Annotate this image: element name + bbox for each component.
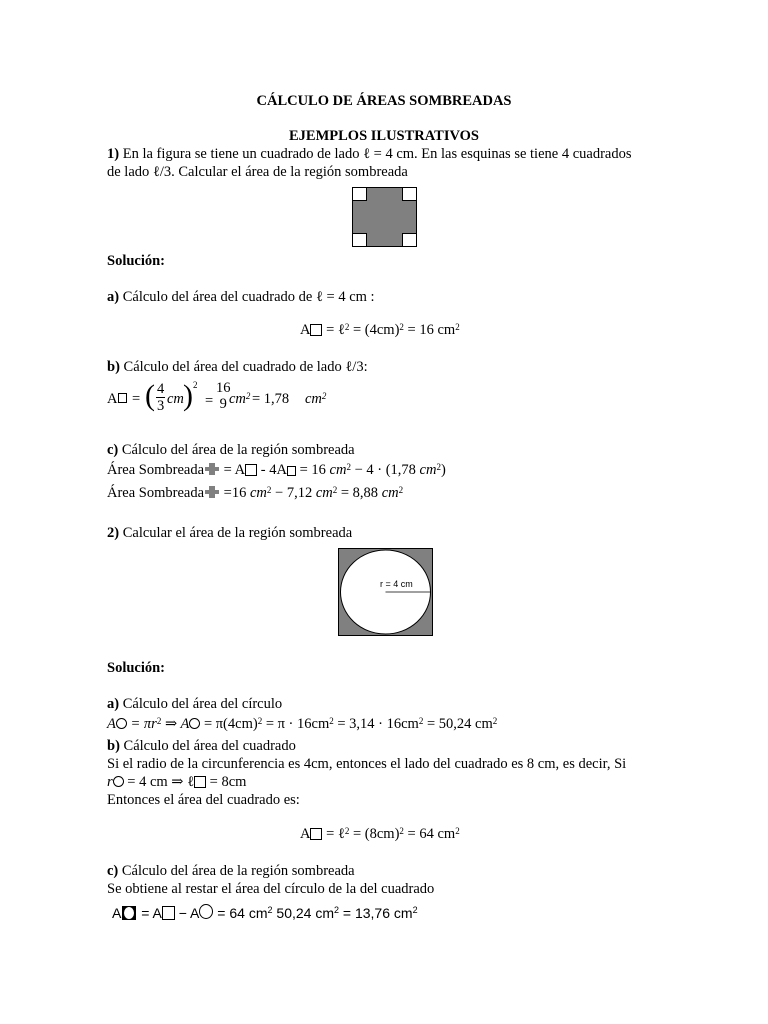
square-symbol-icon [162,906,175,920]
ex2-c-statement [107,862,355,880]
eq-part: = (4cm) [349,322,400,338]
ex2-b-equation [300,825,460,843]
ex2-number: 2) [107,525,120,541]
text: r [107,774,113,790]
unit-cm: $cm^2$ [229,391,251,407]
shaded-cross-icon [204,462,220,476]
text: = 3,14 · 16cm [333,716,419,732]
ex1-b-statement [107,358,368,376]
eq-a-label: A [300,826,311,842]
unit-cm: cm [329,462,347,478]
exponent: 2 [156,716,162,726]
ex2-solucion-heading: Solución: [107,660,166,676]
frac-num: 16 [216,380,231,396]
text: = 64 cm [213,905,268,921]
paren-right: ) [183,379,193,412]
square-symbol-icon [310,324,322,336]
ex1-b-label: b) [107,359,120,375]
text: - 4A [257,462,287,478]
exponent: 2 [399,826,404,836]
text: 50,24 cm [272,905,334,921]
frac-den: 3 [157,398,165,414]
ex2-text: Calcular el área de la región sombreada [119,525,353,541]
ex1-a-equation [300,321,460,339]
ex2-a-equation [107,715,497,733]
ex1-c-label: c) [107,442,119,458]
exponent: 2 [492,716,498,726]
unit-cm: cm [419,462,437,478]
circle-symbol-icon [116,718,127,729]
square-symbol-icon [245,464,257,476]
text: = 16 [295,462,330,478]
text: = πr [126,716,157,732]
eq-a-label: A [107,391,118,407]
text: ⇒ A [161,716,190,732]
exponent: 2 [346,462,351,472]
corner-square-tl [353,188,367,201]
ex1-statement-line1 [107,145,631,163]
frac-den: 9 [219,396,227,412]
ex2-a-label: a) [107,696,120,712]
ex1-c-line1 [107,461,446,479]
ex2-a-text: Cálculo del área del círculo [119,696,283,712]
ex1-number: 1) [107,146,120,162]
exponent: 2 [399,322,404,332]
text: ) [440,462,446,478]
exponent: 2 [418,716,424,726]
unit-cm: cm [381,485,399,501]
text: A [112,905,122,921]
ex1-b-text: Cálculo del área del cuadrado de lado ℓ/3: [119,359,368,375]
text: = 64 cm [403,826,456,842]
shaded-cross-icon [204,485,220,499]
square-symbol-icon [310,828,322,840]
small-square-symbol-icon [118,393,127,403]
fraction-4-3 [156,381,165,414]
page-title: CÁLCULO DE ÁREAS SOMBREADAS [256,93,512,109]
eq-a-label: A [300,322,311,338]
square-symbol-icon [194,776,206,788]
section-subtitle: EJEMPLOS ILUSTRATIVOS [288,128,479,144]
ex2-b-label: b) [107,738,120,754]
text: Área Sombreada [107,462,205,478]
ex2-b-line2 [107,773,246,791]
eq-part: = ℓ [322,322,345,338]
exponent: 2 [344,826,350,836]
paren-left: ( [145,379,155,412]
eq-part: = 16 cm [403,322,456,338]
eq-result: = 1,78 [252,391,290,407]
text: = A [220,462,246,478]
text: = π · 16cm [262,716,330,732]
ex2-c-equation [112,904,418,922]
ex2-b-line1: Si el radio de la circunferencia es 4cm, entonces el lado del cuadrado es 8 cm, es decir, Si [107,756,627,772]
frac-num: 4 [157,381,165,397]
text: = 13,76 cm [339,905,413,921]
exponent: 2 [257,716,263,726]
text: = 8cm [206,774,247,790]
ex1-a-label: a) [107,289,120,305]
corner-square-tr [403,188,417,201]
square-minus-circle-icon [121,905,137,921]
exponent: 2 [334,905,340,915]
exponent: 2 [193,380,198,390]
ex2-c-text: Cálculo del área de la región sombreada [118,863,355,879]
eq-equals: = [205,393,214,409]
exponent: 2 [266,485,272,495]
ex2-b-line3: Entonces el área del cuadrado es: [107,792,300,808]
text: − A [174,905,200,921]
text: = 8,88 [337,485,382,501]
exponent: 2 [267,905,273,915]
text: =16 [220,485,250,501]
exponent: 2 [455,826,460,836]
exponent: 2 [344,322,350,332]
exponent: 2 [332,485,338,495]
unit-cm: cm [249,485,267,501]
unit-cm: cm [167,391,184,407]
text: = (8cm) [349,826,400,842]
circle-symbol-icon [113,776,124,787]
exponent: 2 [329,716,334,726]
ex2-b-statement [107,737,296,755]
ex2-c-line1: Se obtiene al restar el área del círculo de la del cuadrado [107,881,435,897]
unit-cm: $cm^2$ [305,391,327,407]
eq-a-label: A [107,716,116,732]
ex2-b-text: Cálculo del área del cuadrado [119,738,296,754]
ex1-c-line2 [107,484,403,502]
ex1-text1: En la figura se tiene un cuadrado de lado ℓ = 4 cm. En las esquinas se tiene 4 cuadrados [119,146,632,162]
exponent: 2 [436,462,441,472]
exponent: 2 [398,485,404,495]
text: = 50,24 cm [423,716,493,732]
text: − 4 · (1,78 [350,462,420,478]
ex1-a-text: Cálculo del área del cuadrado de ℓ = 4 cm : [119,289,375,305]
text: Área Sombreada [107,485,205,501]
circle-symbol-icon [199,904,213,919]
figure-circle-in-square [338,548,433,636]
corner-square-bl [353,234,367,247]
radius-label: r = 4 cm [380,579,413,589]
small-square-symbol-icon [287,466,296,476]
corner-square-br [403,234,417,247]
figure-square-corners [352,187,417,247]
unit-cm: cm [315,485,333,501]
exponent: 2 [412,905,418,915]
ex1-a-statement [107,288,375,306]
ex2-c-label: c) [107,863,119,879]
ex1-c-statement [107,441,355,459]
circle-symbol-icon [189,718,200,729]
ex2-statement [107,524,352,542]
text: = π(4cm) [200,716,258,732]
ex1-c-text: Cálculo del área de la región sombreada [118,442,355,458]
text: − 7,12 [271,485,316,501]
text: = A [137,905,162,921]
ex1-statement-line2: de lado ℓ/3. Calcular el área de la región sombreada [107,164,408,180]
text: = ℓ [322,826,345,842]
eq-equals: = [132,391,141,407]
exponent: 2 [455,322,460,332]
ex1-solucion-heading: Solución: [107,253,166,269]
ex2-a-statement [107,695,282,713]
text: = 4 cm ⇒ ℓ [123,774,195,790]
